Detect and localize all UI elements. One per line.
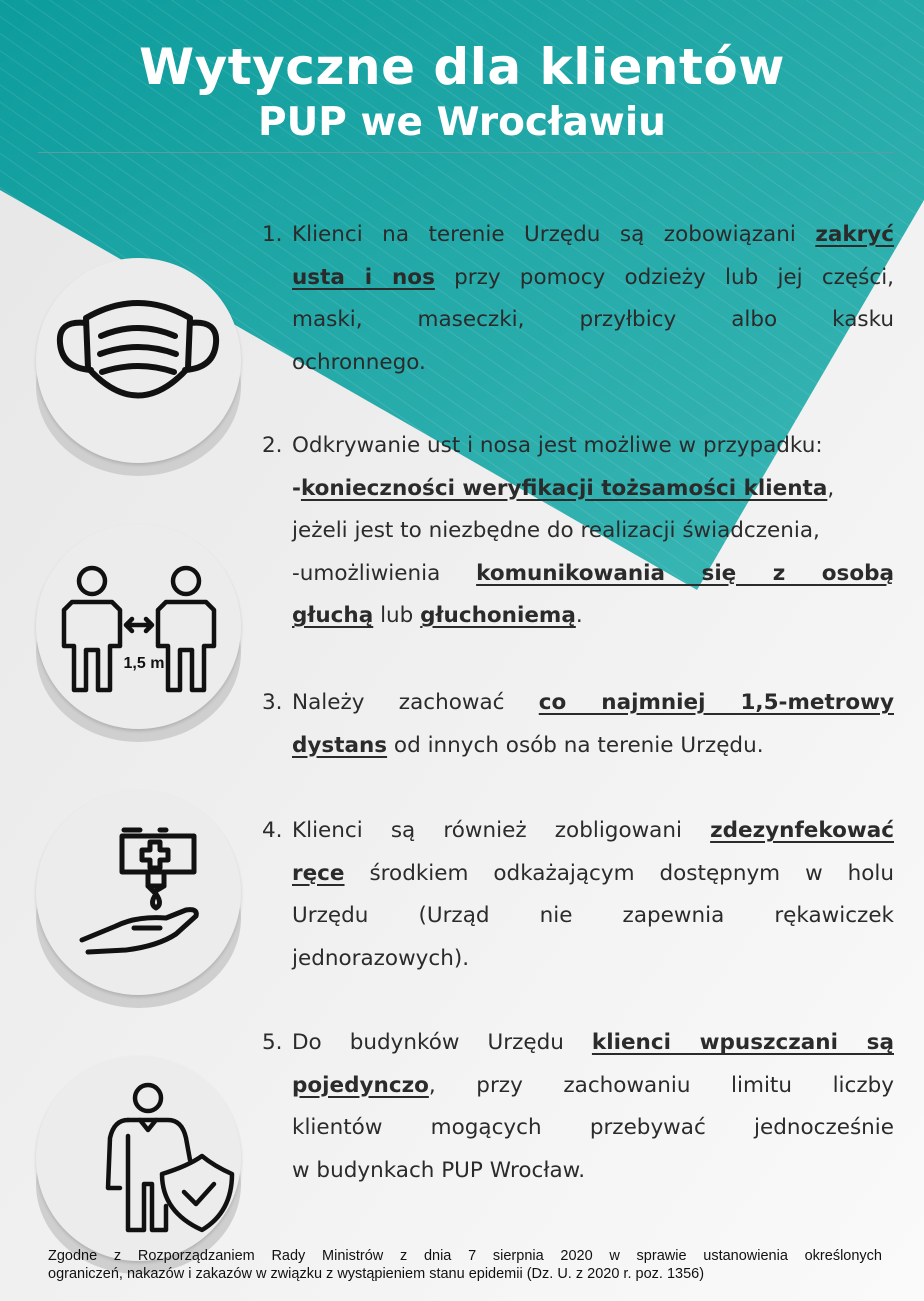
item-text: lub (373, 603, 421, 628)
item-line: Urzędu (Urząd nie zapewnia rękawiczek (292, 903, 894, 928)
item-number: 2. (262, 433, 283, 458)
title-divider (38, 152, 894, 153)
item-line (292, 214, 894, 257)
item-text: . (575, 603, 583, 628)
legal-footnote (48, 1247, 882, 1283)
shield-icon-badge (36, 1056, 241, 1276)
guideline-item-3 (262, 682, 894, 767)
item-emphasis: zakryć (815, 222, 894, 247)
hand-sanitizer-icon (36, 790, 241, 995)
item-emphasis: zdezynfekować (710, 818, 894, 843)
item-emphasis: komunikowania się z osobą (476, 560, 894, 586)
guideline-item-4 (262, 810, 894, 980)
distance-icon-badge (36, 524, 241, 744)
guideline-item-5 (262, 1022, 894, 1192)
item-number: 3. (262, 690, 283, 715)
item-line (292, 595, 894, 638)
item-text: Do budynków Urzędu (292, 1030, 592, 1055)
item-line: maski, maseczki, przyłbicy albo kasku (292, 307, 894, 332)
item-text: przy pomocy odzieży lub jej części, (434, 264, 894, 290)
item-line: ochronnego. (292, 349, 426, 375)
social-distance-icon (36, 524, 241, 729)
guideline-item-2 (262, 425, 894, 638)
item-line (292, 1022, 894, 1065)
item-text: od innych osób na terenie Urzędu. (387, 732, 764, 758)
face-mask-icon (36, 258, 241, 463)
item-emphasis: głuchoniemą (420, 603, 576, 628)
item-text: Klienci są również zobligowani (292, 818, 711, 843)
item-text: środkiem odkażającym dostępnym w holu (344, 860, 894, 886)
item-line (292, 725, 894, 768)
item-emphasis: głuchą (292, 603, 374, 628)
item-line (292, 257, 894, 300)
item-number: 4. (262, 818, 283, 843)
item-text: , (827, 475, 835, 501)
sanitizer-icon-badge (36, 790, 241, 1010)
distance-label: 1,5 m (123, 655, 165, 672)
person-shield-icon (36, 1056, 241, 1261)
item-emphasis: klienci wpuszczani są (591, 1030, 894, 1055)
item-line: w budynkach PUP Wrocław. (292, 1157, 586, 1183)
item-text: - (292, 475, 301, 501)
item-text: -umożliwienia (292, 560, 477, 586)
item-number: 5. (262, 1030, 283, 1055)
page-subtitle: PUP we Wrocławiu (258, 100, 666, 145)
item-line (292, 553, 894, 596)
item-emphasis: dystans (292, 732, 388, 758)
item-line (292, 1065, 894, 1108)
item-emphasis: konieczności weryfikacji tożsamości klienta (300, 475, 828, 501)
guideline-item-1 (262, 214, 894, 384)
item-line: jednorazowych). (292, 945, 470, 971)
item-text: , przy zachowaniu limitu liczby (428, 1072, 894, 1098)
item-line (292, 682, 894, 725)
item-emphasis: usta i nos (292, 264, 435, 290)
item-line: Odkrywanie ust i nosa jest możliwe w przypadku: (292, 433, 823, 458)
item-emphasis: ręce (292, 860, 345, 886)
mask-icon-badge (36, 258, 241, 478)
footnote-line-2: ograniczeń, nakazów i zakazów w związku z wystąpieniem stanu epidemii (Dz. U. z 2020 r. poz. 1356) (48, 1266, 705, 1282)
item-line (292, 853, 894, 896)
item-line (292, 810, 894, 853)
item-emphasis: pojedynczo (292, 1072, 429, 1098)
item-text: Klienci na terenie Urzędu są zobowiązani (292, 222, 816, 247)
item-number: 1. (262, 222, 283, 247)
footnote-line-1: Zgodne z Rozporządzaniem Rady Ministrów z dnia 7 sierpnia 2020 w sprawie ustanowienia określonych (48, 1248, 882, 1264)
item-emphasis: co najmniej 1,5-metrowy (538, 690, 894, 715)
page-title: Wytyczne dla klientów (139, 38, 785, 96)
item-line: klientów mogących przebywać jednocześnie (292, 1115, 894, 1140)
item-line: jeżeli jest to niezbędne do realizacji świadczenia, (292, 518, 820, 543)
item-text: Należy zachować (292, 690, 539, 715)
item-line (292, 468, 894, 511)
